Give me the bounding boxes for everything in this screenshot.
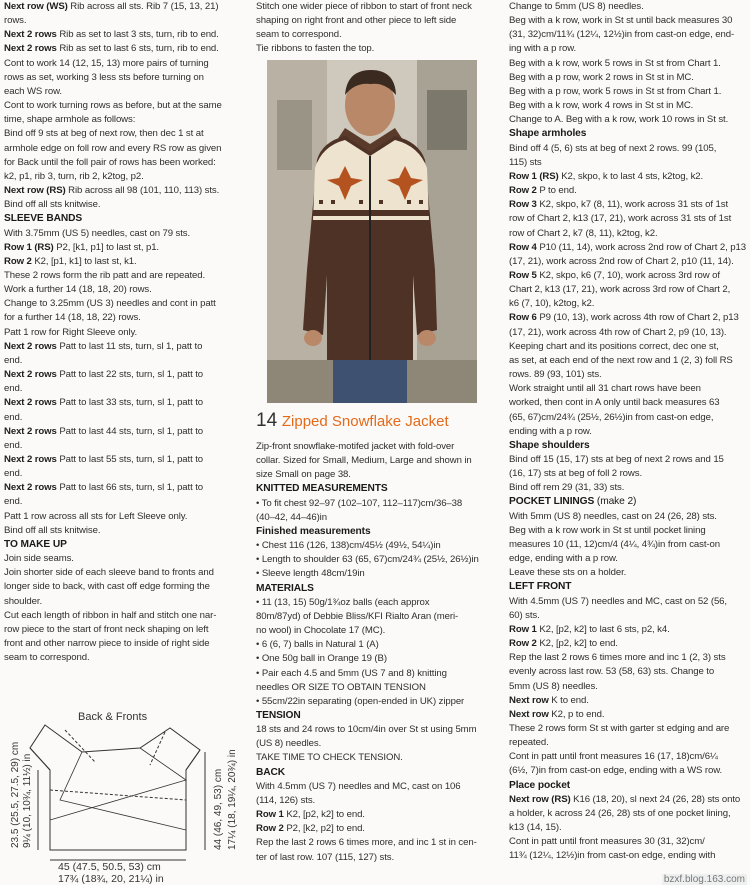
left-dimension-in: 9¼ (10, 10¾, 11½) in	[22, 753, 33, 848]
bottom-dimension-in: 17¾ (18¾, 20, 21¼) in	[58, 873, 164, 885]
text-line: end.	[4, 354, 23, 366]
text-line: Beg with a p row, work 5 rows in St st from Chart 1.	[509, 85, 722, 97]
text-line: 5mm (US 8) needles.	[509, 680, 598, 692]
text-line: rows as set, working 3 less sts before turning on	[4, 71, 204, 83]
text-line: shaping on right front and other piece to left side	[256, 15, 457, 27]
to-make-up-heading: TO MAKE UP	[4, 538, 67, 550]
text-line: evenly across last row. 53 (58, 63) sts. Change to	[509, 666, 715, 678]
text-line: for Back until the foll pair of rows has been worked:	[4, 156, 216, 168]
text-line: Row 6 P9 (10, 13), work across 4th row of Chart 2, p13	[509, 312, 739, 324]
text-line: front and other narrow piece to inside of right side	[4, 638, 210, 650]
text-line: Next row K2, p to end.	[509, 708, 605, 720]
text-line: Patt 1 row for Right Sleeve only.	[4, 326, 138, 338]
text-line: Stitch one wider piece of ribbon to start of front neck	[256, 1, 472, 12]
place-pocket-heading: Place pocket	[509, 779, 571, 791]
text-line: seam to correspond.	[4, 652, 90, 664]
text-line: k6 (7, 10), k2tog, k2.	[509, 298, 595, 310]
text-line: Join side seams.	[4, 553, 74, 565]
pocket-linings-heading: POCKET LININGS (make 2)	[509, 496, 637, 508]
text-line: Row 4 P10 (11, 14), work across 2nd row of Chart 2, p13	[509, 241, 746, 253]
text-line: 60) sts.	[509, 609, 540, 621]
text-line: Row 1 (RS) P2, [k1, p1] to last st, p1.	[4, 241, 159, 253]
text-line: Next row K to end.	[509, 694, 589, 706]
text-line: Chart 2, k13 (17, 21), work across 3rd row of Chart 2,	[509, 284, 731, 296]
row-label: Row 2	[509, 638, 537, 650]
text-line: Rep the last 2 rows 6 times more and inc 1 (2, 3) sts	[509, 652, 726, 664]
text-line: 80m/87yd) of Debbie Bliss/KFI Rialto Aran (meri-	[256, 610, 459, 622]
text-line: k13 (14, 15).	[509, 822, 562, 834]
text-line: edge, ending with a p row.	[509, 553, 618, 565]
text-line: Cont to work 14 (12, 15, 13) more pairs of turning	[4, 57, 209, 69]
text-line: 115) sts	[509, 156, 542, 168]
row-label: Row 1 (RS)	[509, 170, 559, 182]
text-line: size Small on page 38.	[256, 469, 351, 481]
text-line: k2, p1, rib 3, turn, rib 2, k2tog, p2.	[4, 170, 144, 182]
text-line: row piece to the start of front neck shaping on left	[4, 623, 209, 635]
pattern-title	[256, 410, 449, 432]
row-label: Next row (RS)	[4, 185, 66, 197]
text-line: ending with a p row.	[509, 425, 592, 437]
text-line: each WS row.	[4, 85, 62, 97]
text-line: (31, 32)cm/11¾ (12¼, 12½)in from cast-on edge, end-	[509, 29, 735, 41]
text-line: needles OR SIZE TO OBTAIN TENSION	[256, 681, 426, 693]
text-line: Row 5 K2, skpo, k6 (7, 10), work across 3rd row of	[509, 269, 720, 281]
text-line: Next 2 rows Patt to last 66 sts, turn, sl 1, patt to	[4, 482, 204, 494]
text-line: end.	[4, 468, 23, 480]
row-label: Row 2	[256, 823, 284, 835]
text-line: (16, 17) sts at beg of foll 2 rows.	[509, 468, 643, 480]
text-line: Beg with a k row, work 4 rows in St st in MC.	[509, 100, 694, 112]
text-line: (40–42, 44–46)in	[256, 511, 327, 523]
row-label: Row 1	[256, 809, 284, 821]
row-label: Row 3	[509, 199, 537, 211]
row-label: Row 5	[509, 269, 537, 281]
text-line: Cut each length of ribbon in half and stitch one nar-	[4, 609, 217, 621]
text-line: end.	[4, 411, 23, 423]
text-line: • 55cm/22in separating (open-ended in UK) zipper	[256, 695, 465, 707]
row-label: Row 6	[509, 312, 537, 324]
pattern-name: Zipped Snowflake Jacket	[281, 413, 449, 430]
text-line: Row 2 P2, [k2, p2] to end.	[256, 823, 365, 835]
text-line: end.	[4, 439, 23, 451]
text-line: Cont in patt until front measures 30 (31, 32)cm/	[509, 836, 705, 848]
text-line: Next 2 rows Patt to last 11 sts, turn, sl 1, patt to	[4, 340, 203, 352]
knitted-measurements-heading: KNITTED MEASUREMENTS	[256, 483, 388, 495]
text-line: (114, 126) sts.	[256, 794, 316, 806]
row-label: Next 2 rows	[4, 43, 57, 55]
text-line: armhole edge on foll row and every RS row as given	[4, 142, 222, 154]
text-line: 11¾ (12¼, 12½)in from cast-on edge, ending with	[509, 850, 716, 862]
text-line: These 2 rows form the rib patt and are repeated.	[4, 269, 206, 281]
column-2	[256, 0, 496, 57]
text-line: • 6 (6, 7) balls in Natural 1 (A)	[256, 639, 379, 651]
row-label: Next 2 rows	[4, 369, 57, 381]
text-line: shoulder.	[4, 595, 43, 607]
text-line: • Length to shoulder 63 (65, 67)cm/24¾ (25½, 26½)in	[256, 554, 479, 566]
text-line: Rep the last 2 rows 6 times more, and inc 1 st in cen-	[256, 837, 477, 849]
text-line: Change to 5mm (US 8) needles.	[509, 1, 644, 12]
row-label: Next row (RS)	[509, 793, 571, 805]
text-line: Keeping chart and its positions correct, dec one st,	[509, 340, 719, 352]
text-line: Next row (RS) Rib across all 98 (101, 110, 113) sts.	[4, 185, 220, 197]
text-line: With 4.5mm (US 7) needles and MC, cast on 52 (56,	[509, 595, 727, 607]
text-line: a holder, k across 24 (26, 28) sts of one pocket lining,	[509, 807, 731, 819]
text-line: longer side to back, with cast off edge forming the	[4, 581, 210, 593]
text-line: Tie ribbons to fasten the top.	[256, 43, 375, 55]
row-label: Next row	[509, 694, 549, 706]
text-line: (US 8) needles.	[256, 738, 322, 750]
text-line: 18 sts and 24 rows to 10cm/4in over St st using 5mm	[256, 724, 477, 736]
text-line: Row 1 (RS) K2, skpo, k to last 4 sts, k2tog, k2.	[509, 170, 704, 182]
text-line: measures 10 (11, 12)cm/4 (4¼, 4¾)in from cast-on	[509, 538, 720, 550]
row-label: Row 4	[509, 241, 537, 253]
row-label: Next 2 rows	[4, 425, 57, 437]
text-line: for a further 14 (18, 18, 22) rows.	[4, 312, 141, 324]
text-line: Cont in patt until front measures 16 (17, 18)cm/6¼	[509, 751, 718, 763]
watermark: bzxf.blog.163.com	[663, 874, 745, 885]
shape-armholes-heading: Shape armholes	[509, 128, 587, 140]
row-label: Next row	[509, 708, 549, 720]
text-line: Beg with a k row, work in St st until back measures 30	[509, 15, 733, 27]
text-line: Row 3 K2, skpo, k7 (8, 11), work across 31 sts of 1st	[509, 199, 729, 211]
text-line: With 5mm (US 8) needles, cast on 24 (26, 28) sts.	[509, 510, 717, 522]
text-line: • Sleeve length 48cm/19in	[256, 568, 365, 580]
text-line: Next 2 rows Patt to last 22 sts, turn, sl 1, patt to	[4, 369, 204, 381]
text-line: (6½, 7)in from cast-on edge, ending with a WS row.	[509, 765, 723, 777]
text-line: Bind off all sts knitwise.	[4, 524, 101, 536]
text-line: • One 50g ball in Orange 19 (B)	[256, 653, 387, 665]
text-line: Zip-front snowflake-motifed jacket with fold-over	[256, 441, 455, 452]
tension-heading: TENSION	[256, 709, 301, 721]
text-line: end.	[4, 496, 23, 508]
finished-measurements-heading: Finished measurements	[256, 525, 371, 537]
back-heading: BACK	[256, 766, 286, 778]
text-line: Change to 3.25mm (US 3) needles and cont in patt	[4, 298, 216, 310]
text-line: Bind off 4 (5, 6) sts at beg of next 2 rows. 99 (105,	[509, 142, 717, 154]
model-photo	[267, 60, 477, 403]
row-label: Row 2	[4, 255, 32, 267]
text-line: time, shape armhole as follows:	[4, 114, 136, 126]
text-line: Join shorter side of each sleeve band to fronts and	[4, 567, 214, 579]
text-line: With 4.5mm (US 7) needles and MC, cast on 106	[256, 780, 461, 792]
text-line: Next row (RS) K16 (18, 20), sl next 24 (26, 28) sts onto	[509, 793, 741, 805]
row-label: Next row (WS)	[4, 1, 68, 12]
text-line: • Chest 116 (126, 138)cm/45½ (49½, 54¼)in	[256, 540, 441, 552]
text-line: (65, 67)cm/24¾ (25½, 26½)in from cast-on edge,	[509, 411, 714, 423]
text-line: Change to A. Beg with a k row, work 10 rows in St st.	[509, 114, 729, 126]
text-line: as set, at each end of the next row and 1 (2, 3) foll RS	[509, 354, 733, 366]
back-fronts-schematic	[0, 700, 250, 885]
bottom-dimension-cm: 45 (47.5, 50.5, 53) cm	[58, 861, 161, 873]
text-line: Next 2 rows Patt to last 33 sts, turn, sl 1, patt to	[4, 397, 204, 409]
text-line: Leave these sts on a holder.	[509, 567, 627, 579]
row-label: Next 2 rows	[4, 340, 57, 352]
text-line: Beg with a k row work in St st until pocket lining	[509, 524, 706, 536]
text-line: worked, then cont in A only until back measures 63	[509, 397, 720, 409]
row-label: Row 1 (RS)	[4, 241, 54, 253]
right-dimension-in: 17¼ (18, 19¼, 20¾) in	[227, 749, 238, 850]
text-line: ter of last row. 107 (115, 127) sts.	[256, 851, 395, 863]
text-line: end.	[4, 383, 23, 395]
left-dimension-cm: 23.5 (25.5, 27.5, 29) cm	[10, 741, 21, 848]
materials-heading: MATERIALS	[256, 582, 314, 594]
text-line: Beg with a p row, work 2 rows in St st in MC.	[509, 71, 694, 83]
column-2-body	[256, 440, 496, 865]
text-line: (17, 21), work across 4th row of Chart 2, p9 (10, 13).	[509, 326, 727, 338]
text-line: • Pair each 4.5 and 5mm (US 7 and 8) knitting	[256, 667, 447, 679]
text-line: repeated.	[509, 737, 549, 749]
text-line: Row 1 K2, [p2, k2] to last 6 sts, p2, k4.	[509, 623, 670, 635]
text-line: With 3.75mm (US 5) needles, cast on 79 sts.	[4, 227, 191, 239]
text-line: Next 2 rows Rib as set to last 6 sts, turn, rib to end.	[4, 43, 219, 55]
shape-shoulders-heading: Shape shoulders	[509, 439, 590, 451]
row-label: Next 2 rows	[4, 454, 57, 465]
text-line: Bind off 9 sts at beg of next row, then dec 1 st at	[4, 128, 204, 140]
row-label: Row 1	[509, 623, 537, 635]
text-line: Patt 1 row across all sts for Left Sleeve only.	[4, 510, 188, 522]
text-line: TAKE TIME TO CHECK TENSION.	[256, 752, 403, 764]
row-label: Next 2 rows	[4, 29, 57, 41]
right-dimension-cm: 44 (46, 49, 53) cm	[213, 768, 224, 850]
text-line: ing with a p row.	[509, 43, 577, 55]
text-line: seam to correspond.	[256, 29, 342, 41]
text-line: Next 2 rows Patt to last 44 sts, turn, sl 1, patt to	[4, 425, 204, 437]
text-line: Row 2 P to end.	[509, 185, 577, 197]
text-line: no wool) in Chocolate 17 (MC).	[256, 625, 386, 637]
text-line: row of Chart 2, k13 (17, 21), work across 31 sts of 1st	[509, 213, 732, 225]
text-line: These 2 rows form St st with garter st edging and are	[509, 722, 730, 734]
sleeve-bands-heading: SLEEVE BANDS	[4, 213, 83, 225]
text-line: • 11 (13, 15) 50g/1¾oz balls (each approx	[256, 596, 430, 608]
text-line: Work a further 14 (18, 18, 20) rows.	[4, 284, 152, 296]
text-line: • To fit chest 92–97 (102–107, 112–117)cm/36–38	[256, 497, 463, 509]
row-label: Next 2 rows	[4, 397, 57, 409]
diagram-title: Back & Fronts	[78, 711, 148, 723]
text-line: Bind off 15 (15, 17) sts at beg of next 2 rows and 15	[509, 454, 724, 465]
text-line: rows. 89 (93, 101) sts.	[509, 369, 602, 381]
text-line: (17, 21), work across 2nd row of Chart 2, p10 (11, 14).	[509, 255, 734, 267]
text-line: Bind off all sts knitwise.	[4, 199, 101, 211]
column-1	[4, 0, 240, 665]
text-line: Row 2 K2, [p1, k1] to last st, k1.	[4, 255, 137, 267]
text-line: Row 1 K2, [p2, k2] to end.	[256, 809, 365, 821]
text-line: Beg with a k row, work 5 rows in St st from Chart 1.	[509, 57, 721, 69]
text-line: Next 2 rows Rib as set to last 3 sts, turn, rib to end.	[4, 29, 219, 41]
row-label: Next 2 rows	[4, 482, 57, 494]
text-line: Cont to work turning rows as before, but at the same	[4, 100, 222, 112]
row-label: Row 2	[509, 185, 537, 197]
text-line: Row 2 K2, [p2, k2] to end.	[509, 638, 618, 650]
text-line: collar. Sized for Small, Medium, Large and shown in	[256, 455, 472, 467]
text-line: row of Chart 2, k7 (8, 11), k2tog, k2.	[509, 227, 658, 239]
text-line: Next row (WS) Rib across all sts. Rib 7 (15, 13, 21) rows.	[4, 1, 219, 27]
text-line: Bind off rem 29 (31, 33) sts.	[509, 482, 625, 494]
text-line: Work straight until all 31 chart rows have been	[509, 383, 701, 395]
pattern-number: 14	[256, 410, 278, 431]
column-3	[509, 0, 747, 864]
text-line: Next 2 rows Patt to last 55 sts, turn, sl 1, patt to	[4, 454, 204, 465]
left-front-heading: LEFT FRONT	[509, 581, 572, 593]
